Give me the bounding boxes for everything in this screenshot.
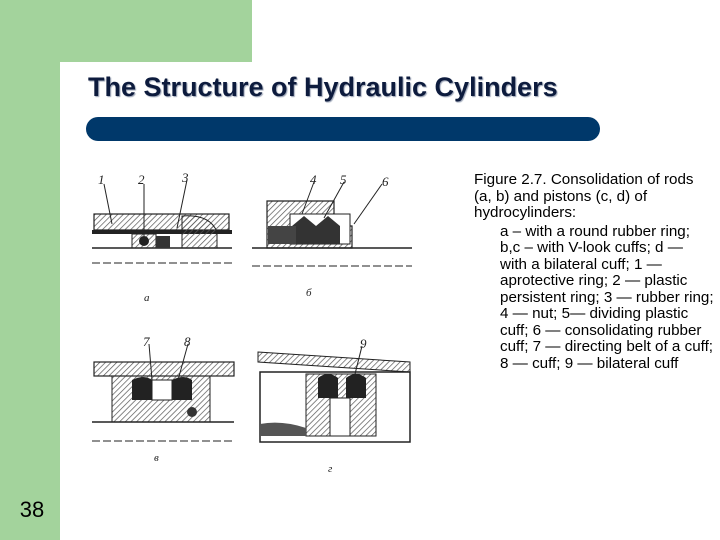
left-accent-bar — [0, 0, 60, 540]
callout-6: 6 — [382, 174, 389, 189]
sublabel-c: в — [154, 452, 159, 464]
callout-4: 4 — [310, 172, 317, 187]
sublabel-a: a — [144, 292, 150, 304]
seal-diagrams-figure — [92, 166, 422, 486]
panel-a — [92, 180, 232, 263]
callout-2: 2 — [138, 172, 145, 187]
sublabel-d: г — [328, 463, 333, 475]
callout-9: 9 — [360, 336, 367, 351]
slide-number: 38 — [19, 497, 45, 522]
caption-heading: Figure 2.7. Consolidation of rods (a, b) and pistons (c, d) of hydrocylinders: — [474, 171, 694, 221]
sublabel-b: б — [306, 287, 312, 299]
caption-body: a – with a round rubber ring; b,c – with V-look cuffs; d — with a bilateral cuff; 1 — aprotective ring; 2 — plastic persistent ring; 3 — rubber ring; 4 — nut; 5— dividing plastic cuff; 6 — consolidating rubber cuff; 7 — directing belt of a cuff; 8 — cuff; 9 — bilateral cuff — [500, 222, 714, 372]
callout-7: 7 — [143, 334, 150, 349]
slide-title: The Structure of Hydraulic Cylinders — [88, 72, 558, 102]
panel-c — [92, 344, 234, 441]
callout-3: 3 — [182, 170, 189, 185]
figure-caption — [474, 172, 714, 372]
title-underline-bar — [86, 117, 600, 141]
top-accent-block — [60, 0, 252, 62]
seal-diagrams-svg — [92, 166, 422, 486]
panel-b — [252, 182, 412, 266]
callout-5: 5 — [340, 172, 347, 187]
callout-8: 8 — [184, 334, 191, 349]
panel-d — [258, 346, 410, 442]
callout-1: 1 — [98, 172, 105, 187]
